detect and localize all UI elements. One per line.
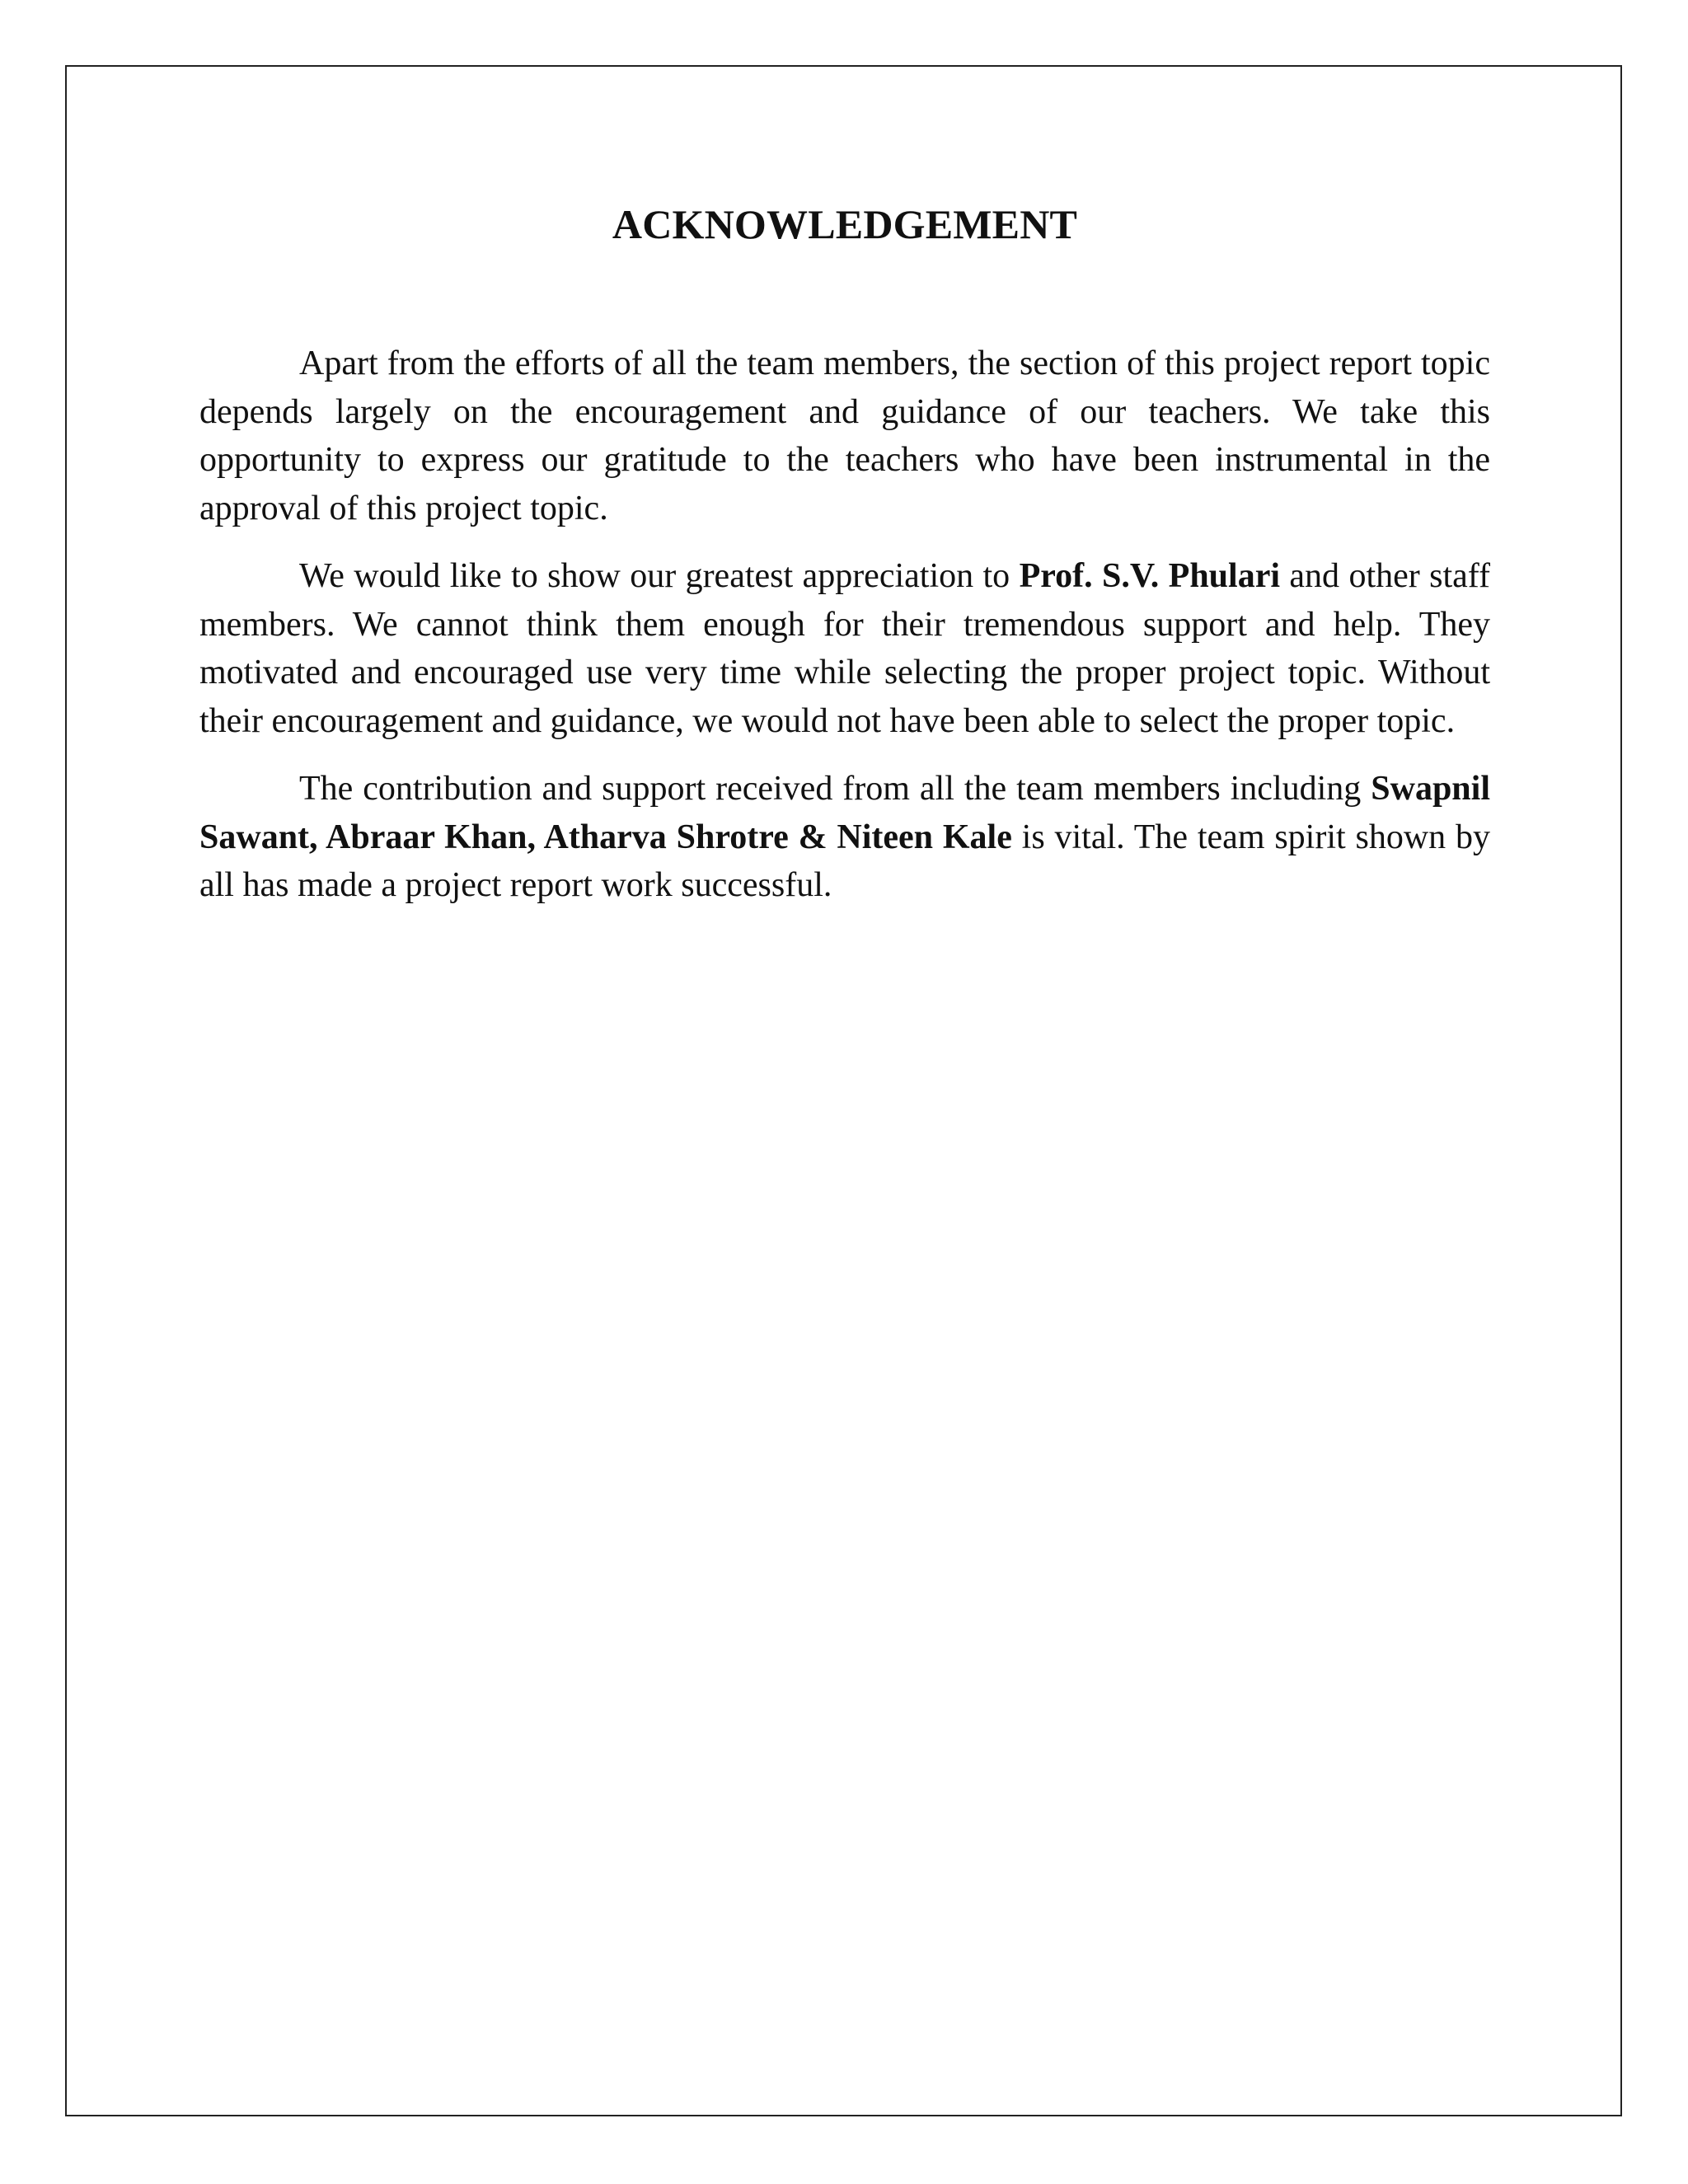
- paragraph-2-text-before: We would like to show our greatest appreciation to: [299, 557, 1020, 595]
- document-body: [199, 198, 1490, 930]
- paragraph-3-text-after: is vital. The team spirit shown by all has made a project report work successful.: [199, 818, 1490, 904]
- paragraph-3-text-before: The contribution and support received from all the team members including: [299, 770, 1372, 808]
- paragraph-1: [199, 340, 1490, 532]
- paragraph-2: [199, 552, 1490, 745]
- paragraph-1-text: Apart from the efforts of all the team members, the section of this project report topic depends largely on the encouragement and guidance of our teachers. We take this opportunity to express our gratitude to the teachers who have been instrumental in the approval of this project topic.: [199, 344, 1490, 527]
- paragraph-2-bold-name: Prof. S.V. Phulari: [1019, 557, 1281, 595]
- paragraph-3-bold-names: Swapnil Sawant, Abraar Khan, Atharva Shrotre & Niteen Kale: [199, 770, 1490, 856]
- paragraph-2-text-after: and other staff members. We cannot think them enough for their tremendous support and help. They motivated and encouraged use very time while selecting the proper project topic. Without their encouragement and guidance, we would not have been able to select the proper topic.: [199, 557, 1490, 740]
- paragraph-3: [199, 765, 1490, 910]
- page-title: ACKNOWLEDGEMENT: [612, 201, 1078, 247]
